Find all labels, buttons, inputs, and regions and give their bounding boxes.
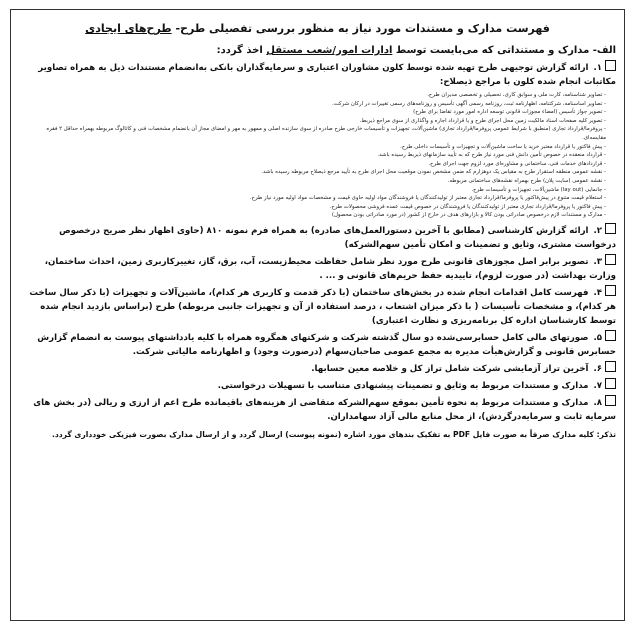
item-7: [19, 378, 616, 393]
subitem: - مدارک و مستندات لازم درخصوص صادراتی بودن کالا و بازارهای هدف در خارج از کشور (در مورد صادراتی بودن محصول): [331, 212, 606, 219]
section-a-highlight: ادارات امور/شعب مستقل: [266, 45, 393, 56]
item-number: ۷.: [593, 380, 602, 391]
item-number: ۴.: [593, 287, 602, 298]
item-8: [19, 395, 616, 424]
item-text: صورتهای مالی کامل حسابرسی‌شده دو سال گذشته شرکت و شرکتهای همگروه همراه با کلیه یادداشتهای پیوست به انضمام گزارش حسابرس قانونی و گزارش‌هیأت مدیره به مجمع عمومی صاحبان‌سهام (درصورت وجود) و اظهارنامه مالیاتی شرکت.: [37, 332, 616, 357]
checkbox-icon[interactable]: [605, 60, 616, 71]
subitem: - قراردادهای خدمات فنی، ساختمانی و مشاوره‌ای مورد لزوم جهت اجرای طرح.: [428, 160, 606, 167]
checkbox-icon[interactable]: [605, 254, 616, 265]
checkbox-icon[interactable]: [605, 223, 616, 234]
item-5: [19, 330, 616, 359]
subitem: - پیش فاکتور یا پروفرما/قرارداد تجاری معتبر از تولیدکنندگان یا فروشندگان در خصوص قیمت عمده فروشی محصولات طرح.: [329, 203, 606, 210]
item-6: [19, 361, 616, 376]
item-text: ارائه گزارش توجیهی طرح تهیه شده توسط کلون مشاوران اعتباری و سرمایه‌گذاران بانکی به‌انضمام مستندات ذیل به همراه تصاویر مکاتبات انجام شده کلون با مراجع ذیصلاح:: [38, 63, 616, 87]
item-text: آخرین تراز آزمایشی شرکت شامل تراز کل و خلاصه معین حسابها.: [311, 363, 589, 374]
item-4: [19, 285, 616, 328]
subitem: - جانمایی (lay out) ماشین‌آلات، تجهیزات و تأسیسات طرح.: [471, 186, 606, 193]
subitem: - نقشه عمومی منطقه استقرار طرح به مقیاس یک دوهزارم که ضمن مشخص نمودن موقعیت محل اجرای طرح به تأیید مرجع ذیصلاح مربوطه رسیده باشد.: [261, 169, 606, 176]
subitem: - تصاویر شناسنامه، کارت ملی و سوابق کاری، تحصیلی و تخصصی مدیران طرح.: [427, 92, 606, 98]
item-3: [19, 254, 616, 283]
item-number: ۵.: [593, 332, 602, 343]
item-text: فهرست کامل اقدامات انجام شده در بخش‌های ساختمان (با ذکر قدمت و کاربری هر کدام)، ماشین‌آلات و تجهیزات (با ذکر سال ساخت هر کدام)، و مشخصات تأسیسات ( با ذکر میزان اشتعاب ، درصد استفاده از آن و تجهیزات جانبی مربوطه) طرح (براساس بازدید انجام شده توسط کارشناسان اداره کل برنامه‌ریزی و نظارت اعتباری): [29, 287, 616, 326]
item-number: ۳.: [593, 256, 602, 267]
section-a-heading: [19, 44, 616, 57]
item-text: مدارک و مستندات مربوط به وثایق و تضمینات پیشنهادی متناسب با تسهیلات درخواستی.: [217, 380, 589, 391]
subitem: - تصویر جواز تأسیس (امضاء مجوزات قانونی توسعه اداره امور مورد تقاضا برای طرح): [413, 109, 606, 116]
item-number: ۶.: [593, 363, 602, 374]
title-highlight: طرح‌های ایجادی: [85, 22, 172, 35]
document-page: [10, 9, 625, 621]
section-a-text: الف- مدارک و مستنداتی که می‌بایست توسط: [392, 45, 616, 56]
checkbox-icon[interactable]: [605, 378, 616, 389]
subitem: - نقشه عمومی (سایت پلان) طرح بهمراه نقشه‌های ساختمانی مربوطه.: [447, 177, 606, 184]
page-title: [11, 22, 624, 36]
subitem: - پروفرما/قرارداد تجاری (منطبق با شرایط عمومی پروفرما/قرارداد تجاری) ماشین‌آلات، تجهیزات و تأسیسات خارجی طرح صادره از سوی سازنده اصلی و ممهور به مهر و امضای مجاز آن بانضمام مشخصات فنی و کاتالوگ مربوطه بهمراه حداقل ۲ فقره مقایسه‌ای.: [46, 126, 606, 141]
item-1-subitems: [11, 91, 624, 220]
item-text: تصویر برابر اصل مجوزهای قانونی طرح مورد نظر شامل حفاظت محیط‌زیست، آب، برق، گاز، تغییرکاربری زمین، احداث ساختمان، وزارت بهداشت (در صورت لزوم)، تاییدیه حفظ حریم‌های قانونی و ... .: [44, 256, 616, 281]
footer-note: تذکر: کلیه مدارک صرفاً به صورت فایل PDF به تفکیک بندهای مورد اشاره (نمونه پیوست) ارسال گردد و از ارسال مدارک بصورت فیزیکی خودداری گردد.: [51, 429, 616, 439]
section-a-suffix: اخذ گردد:: [216, 45, 267, 56]
subitem: - پیش فاکتور یا قرارداد معتبر خرید یا ساخت ماشین‌آلات و تجهیزات و تأسیسات داخلی طرح.: [400, 143, 606, 150]
item-1: [19, 60, 616, 89]
checkbox-icon[interactable]: [605, 361, 616, 372]
subitem: - استعلام قیمت متنوع در پیش‌فاکتور یا پروفرما/قرارداد تجاری معتبر از تولیدکنندگان یا فروشندگان مواد اولیه حاوی قیمت و مشخصات مواد اولیه مورد نیاز طرح.: [249, 195, 606, 202]
subitem: - تصاویر اساسنامه، شرکتنامه، اظهارنامه ثبت، روزنامه رسمی آگهی تأسیس و روزنامه‌های رسمی تغییرات در ارکان شرکت.: [332, 100, 606, 107]
title-text: فهرست مدارک و مستندات مورد نیاز به منظور بررسی تفصیلی طرح-: [171, 22, 550, 35]
item-2: [19, 223, 616, 252]
item-text: مدارک و مستندات مربوط به نحوه تأمین بموقع سهم‌الشرکه متقاضی از هزینه‌های باقیمانده طرح اعم از ارزی و ریالی (در بخش های سرمایه ثابت و سرمایه‌درگردش)، از محل منابع مالی آزاد سهامداران.: [33, 397, 616, 422]
item-number: ۱.: [593, 63, 602, 73]
item-number: ۸.: [593, 397, 602, 408]
subitem: - تصویر کلیه صفحات اسناد مالکیت زمین محل اجرای طرح و یا قرارداد اجاره و واگذاری از سوی مراجع ذیربط.: [359, 117, 606, 124]
subitem: - قرارداد منعقده در خصوص تأمین دانش فنی مورد نیاز طرح که به تأیید سازمانهای ذیربط رسیده باشد.: [377, 152, 606, 159]
item-number: ۲.: [593, 225, 602, 236]
checkbox-icon[interactable]: [605, 330, 616, 341]
item-text: ارائه گزارش کارشناسی (مطابق با آخرین دستورالعمل‌های صادره) به همراه فرم نمونه ۸۱۰ (حاوی اظهار نظر صریح درخصوص درخواست مشتری، وثایق و تضمینات و امکان تأمین سهم‌الشرکه): [59, 225, 616, 250]
checkbox-icon[interactable]: [605, 395, 616, 406]
checkbox-icon[interactable]: [605, 285, 616, 296]
